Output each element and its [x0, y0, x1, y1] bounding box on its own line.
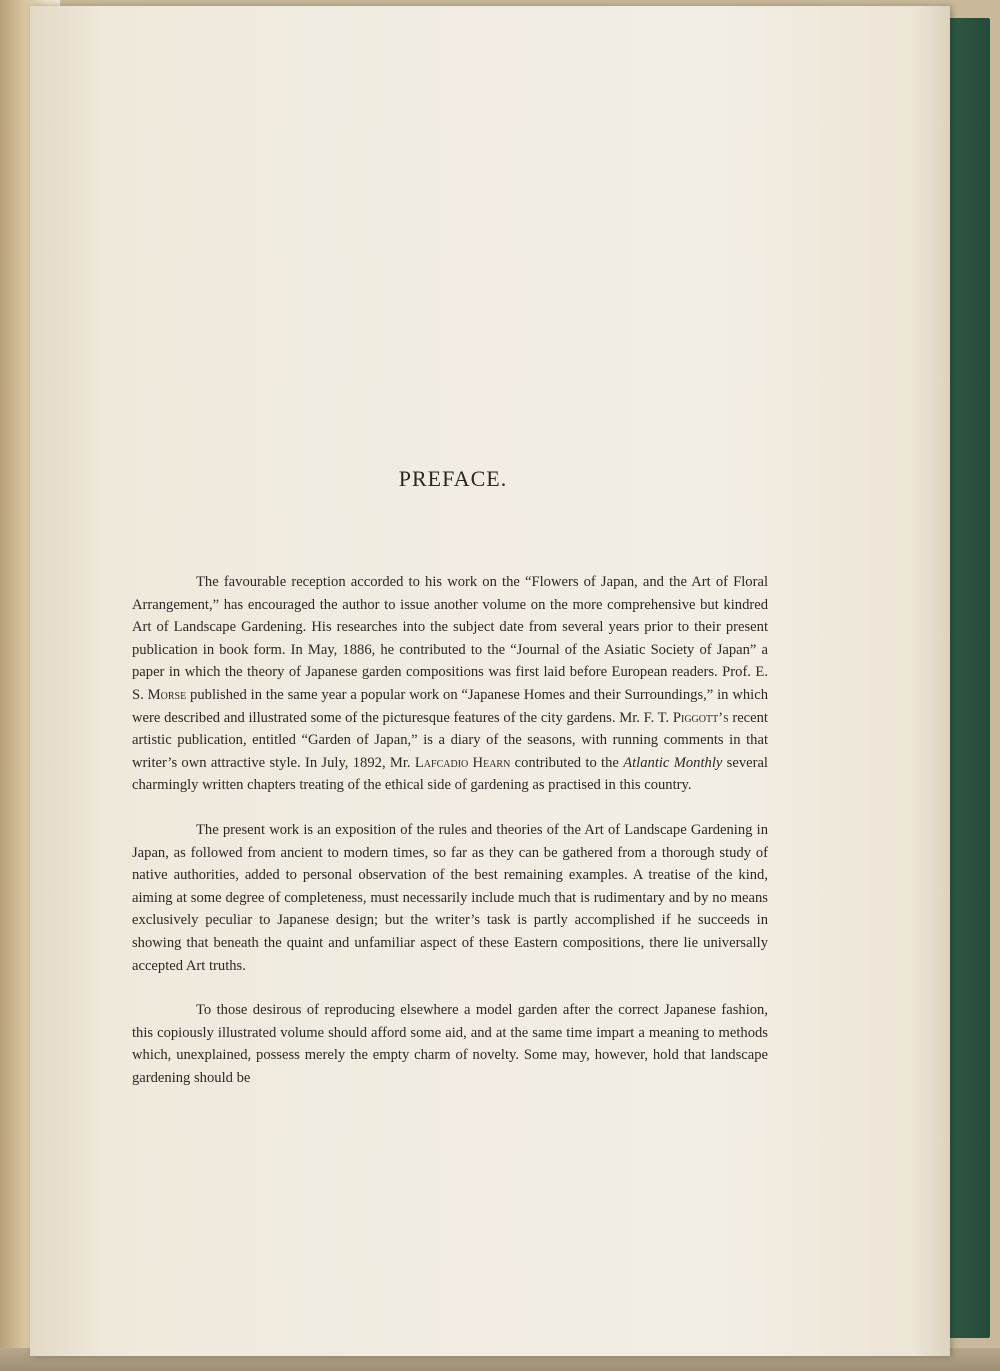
name-hearn: Lafcadio Hearn	[414, 754, 511, 771]
paragraph-3: To those desirous of reproducing elsewhere a model garden after the correct Japanese fashion, this copiously illustrated volume should afford some aid, and at the same time impart a meaning to methods which, unexplained, possess merely the empty charm of novelty. Some may, however, hold that landscape gardening should be	[132, 1002, 768, 1086]
paragraph-1-part-e: several charmingly written chapters treating of the ethical side of gardening as practised in this country.	[132, 754, 768, 794]
book-page	[30, 6, 950, 1356]
paragraph-2: The present work is an exposition of the rules and theories of the Art of Landscape Gardening in Japan, as followed from ancient to modern times, so far as they can be gathered from a thorough study of native authorities, added to personal observation of the best remaining examples. A treatise of the kind, aiming at some degree of completeness, must necessarily include much that is rudimentary and by no means exclusively peculiar to Japanese design; but the writer’s task is partly accomplished if he succeeds in showing that beneath the quaint and unfamiliar aspect of these Eastern compositions, there lie universally accepted Art truths.	[132, 821, 768, 974]
paragraph-1-part-c: recent artistic publication, entitled “Garden of Japan,” is a diary of the seasons, with running comments in that writer’s own attractive style. In July, 1892, Mr.	[132, 709, 768, 771]
page-title: PREFACE.	[398, 466, 508, 491]
name-piggott: Piggott’s	[672, 709, 729, 726]
paragraph-1-part-d: contributed to the	[510, 754, 624, 771]
paragraph-1	[132, 571, 768, 797]
paragraph-1-part-b: published in the same year a popular work on “Japanese Homes and their Surroundings,” in which were described and illustrated some of the picturesque features of the city gardens. Mr. F. T.	[132, 686, 768, 726]
paragraph-1-part-a: The favourable reception accorded to his work on the “Flowers of Japan, and the Art of Floral Arrangement,” has encouraged the author to issue another volume on the more comprehensive but kindred Art of Landscape Gardening. His researches into the subject date from several years prior to their present publication in book form. In May, 1886, he contributed to the “Journal of the Asiatic Society of Japan” a paper in which the theory of Japanese garden compositions was first laid before European readers. Prof. E. S.	[132, 574, 768, 703]
preface-body	[132, 571, 768, 1111]
name-morse: Morse	[147, 686, 187, 703]
title-atlantic-monthly: Atlantic Monthly	[623, 754, 723, 771]
